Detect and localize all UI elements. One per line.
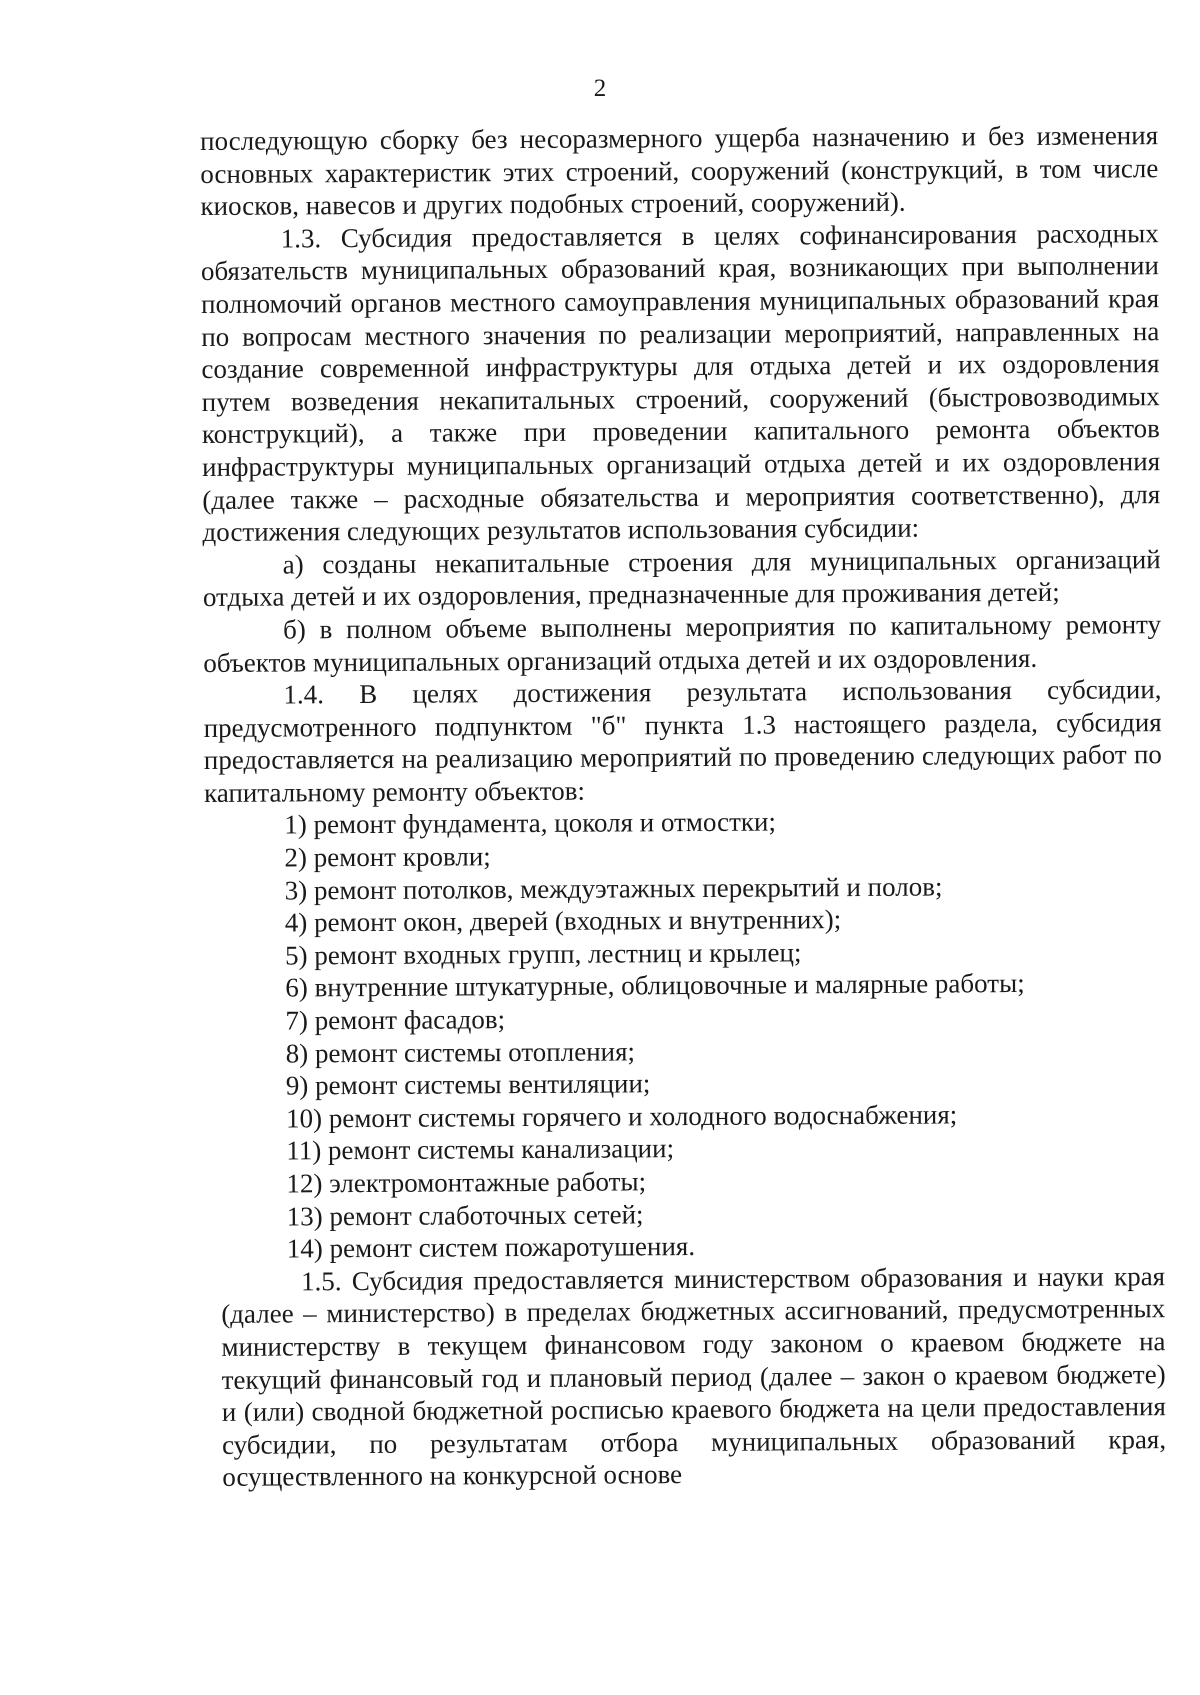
paragraph-1-3-a: а) созданы некапитальные строения для муниципальных организаций отдыха детей и их оздоровления, предназначенные для проживания детей; [202,543,1161,613]
paragraph-1-4: 1.4. В целях достижения результата использования субсидии, предусмотренного подпунктом "б" пункта 1.3 настоящего раздела, субсидия предоставляется на реализацию мероприятий по проведению следующих работ по капитальному ремонту объектов: [203,674,1162,808]
list-item: 1) ремонт фундамента, цоколя и отмостки; [284,806,777,840]
list-item: 12) электромонтажные работы; [286,1166,647,1199]
paragraph-1-3: 1.3. Субсидия предоставляется в целях софинансирования расходных обязательств муниципальных образований края, возникающих при выполнении полномочий органов местного самоуправления муниципальных образований края по вопросам местного значения по реализации мероприятий, направленных на создание современной инфраструктуры для отдыха детей и их оздоровления путем возведения некапитальных строений, сооружений (быстровозводимых конструкций), а также при проведении капитального ремонта объектов инфраструктуры муниципальных организаций отдыха детей и их оздоровления (далее также – расходные обязательства и мероприятия соответственно), для достижения следующих результатов использования субсидии: [200,217,1161,548]
list-item: 9) ремонт системы вентиляции; [285,1068,651,1101]
list-item: 7) ремонт фасадов; [285,1004,506,1036]
list-item: 6) внутренние штукатурные, облицовочные и малярные работы; [285,968,1025,1003]
paragraph-1-5: 1.5. Субсидия предоставляется министерством образования и науки края (далее – министерство) в пределах бюджетных ассигнований, предусмотренных министерству в текущем финансовом году законом о краевом бюджете на текущий финансовый год и плановый период (далее – закон о краевом бюджете) и (или) сводной бюджетной росписью краевого бюджета на цели предоставления субсидии, по результатам отбора муниципальных образований края, осуществленного на конкурсной основе [221,1260,1167,1493]
list-item: 5) ремонт входных групп, лестниц и крылец; [284,937,802,971]
list-item: 13) ремонт слаботочных сетей; [286,1198,644,1232]
list-item: 4) ремонт окон, дверей (входных и внутренних); [284,904,842,938]
page-number: 2 [593,75,607,102]
list-item: 8) ремонт системы отопления; [285,1035,636,1069]
list-item: 10) ремонт системы горячего и холодного водоснабжения; [285,1099,958,1134]
paragraph-1-3-b: б) в полном объеме выполнены мероприятия по капитальному ремонту объектов муниципальных организаций отдыха детей и их оздоровления. [203,609,1162,678]
works-list [204,804,1165,1266]
list-item: 3) ремонт потолков, междуэтажных перекрытий и полов; [284,871,943,906]
document-body [200,119,1166,1494]
list-item: 11) ремонт системы канализации; [286,1133,675,1166]
list-item: 2) ремонт кровли; [284,841,491,873]
list-item: 14) ремонт систем пожаротушения. [286,1231,696,1264]
paragraph-intro-continuation: последующую сборку без несоразмерного ущерба назначению и без изменения основных характеристик этих строений, сооружений (конструкций, в том числе киосков, навесов и других подобных строений, сооружений). [200,120,1159,222]
